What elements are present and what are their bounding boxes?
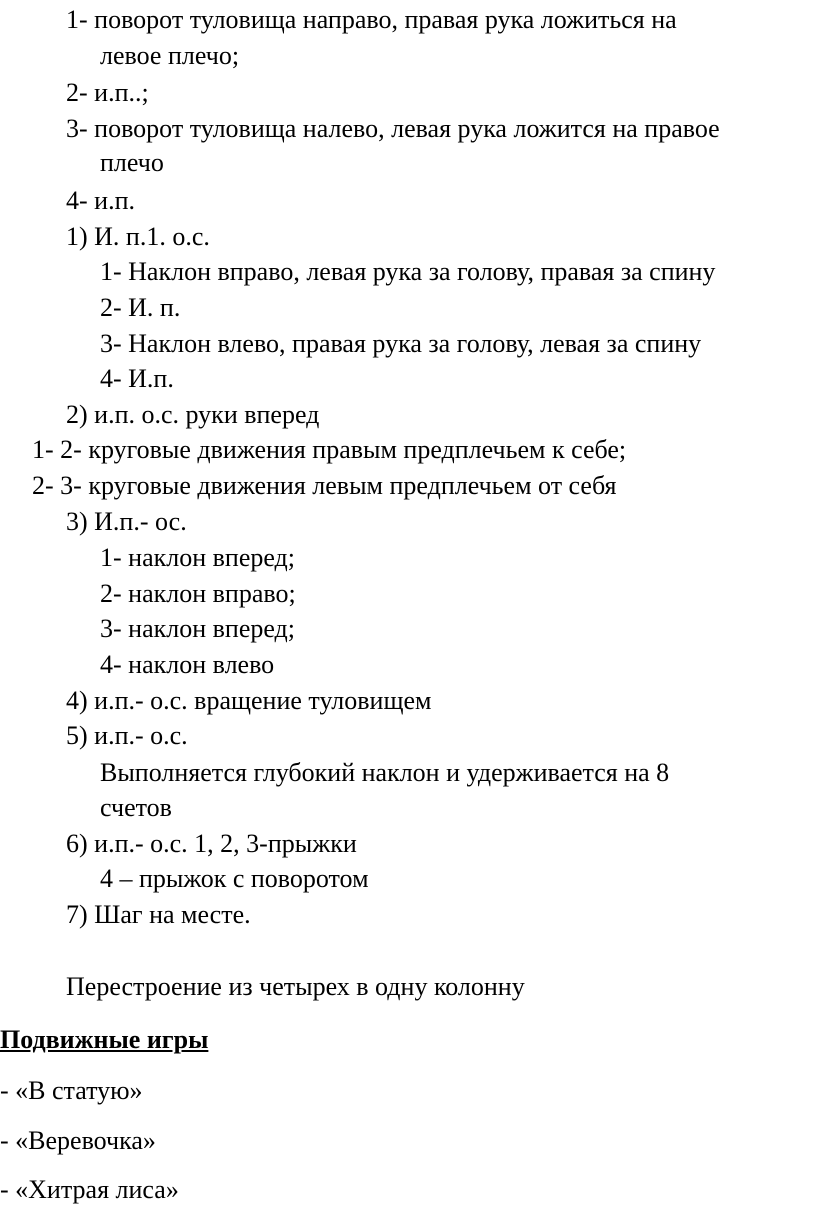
exercise-line-22: Выполняется глубокий наклон и удерживается на 8 [100, 758, 670, 787]
exercise-line-13: 1- 2- круговые движения правым предплечьем к себе; [32, 435, 627, 464]
exercise-line-3: 2- и.п..; [66, 78, 149, 107]
exercise-line-17: 2- наклон вправо; [100, 579, 296, 608]
exercise-line-24: 6) и.п.- о.с. 1, 2, 3-прыжки [66, 829, 357, 858]
exercise-line-16: 1- наклон вперед; [100, 543, 296, 572]
exercise-line-14: 2- 3- круговые движения левым предплечьем от себя [32, 471, 617, 500]
exercise-line-20: 4) и.п.- о.с. вращение туловищем [66, 686, 432, 715]
exercise-line-21: 5) и.п.- о.с. [66, 721, 188, 750]
exercise-line-11: 4- И.п. [100, 364, 174, 393]
game-item-2: - «Веревочка» [0, 1126, 156, 1155]
exercise-line-7: 1) И. п.1. о.с. [66, 222, 210, 251]
exercise-line-23: счетов [100, 793, 172, 822]
game-item-3: - «Хитрая лиса» [0, 1175, 179, 1204]
exercise-line-26: 7) Шаг на месте. [66, 900, 251, 929]
regrouping-line: Перестроение из четырех в одну колонну [66, 972, 525, 1001]
exercise-line-15: 3) И.п.- ос. [66, 507, 187, 536]
exercise-line-12: 2) и.п. о.с. руки вперед [66, 400, 320, 429]
game-item-1: - «В статую» [0, 1076, 143, 1105]
exercise-line-8: 1- Наклон вправо, левая рука за голову, правая за спину [100, 257, 716, 286]
exercise-line-1: 1- поворот туловища направо, правая рука ложиться на [66, 5, 677, 34]
exercise-line-10: 3- Наклон влево, правая рука за голову, левая за спину [100, 329, 702, 358]
games-heading: Подвижные игры [0, 1025, 209, 1054]
exercise-line-4: 3- поворот туловища налево, левая рука ложится на правое [66, 114, 720, 143]
exercise-line-19: 4- наклон влево [100, 650, 275, 679]
exercise-line-9: 2- И. п. [100, 293, 181, 322]
exercise-line-25: 4 – прыжок с поворотом [100, 864, 369, 893]
exercise-line-5: плечо [100, 148, 164, 177]
exercise-line-6: 4- и.п. [66, 186, 135, 215]
exercise-line-2: левое плечо; [100, 41, 240, 70]
exercise-line-18: 3- наклон вперед; [100, 614, 296, 643]
